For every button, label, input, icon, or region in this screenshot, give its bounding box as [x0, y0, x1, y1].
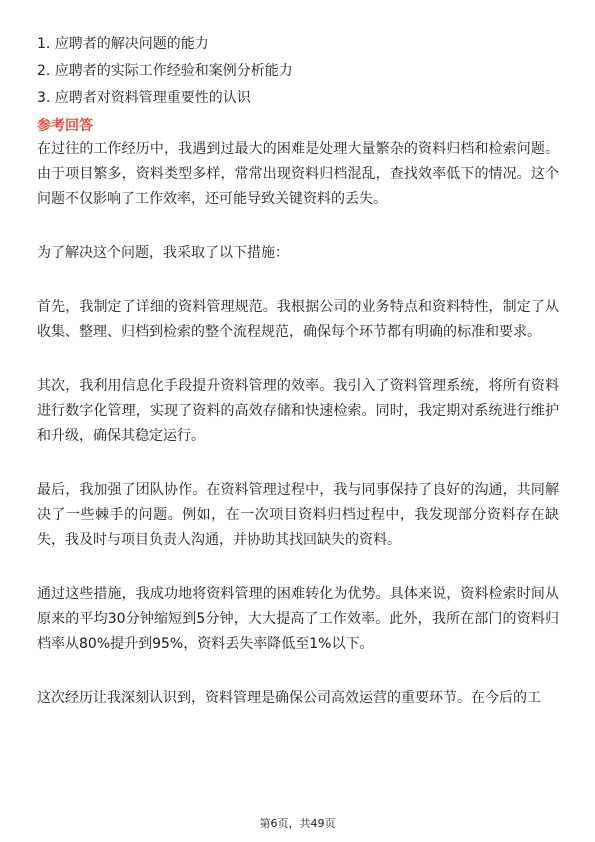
- question-item-1: 1. 应聘者的解决问题的能力: [37, 36, 209, 52]
- answer-paragraph-4: 其次，我利用信息化手段提升资料管理的效率。我引入了资料管理系统，将所有资料进行数字化管理，实现了资料的高效存储和快速检索。同时，我定期对系统进行维护和升级，确保其稳定运行。: [37, 378, 559, 444]
- answer-paragraph-6: 通过这些措施，我成功地将资料管理的困难转化为优势。具体来说，资料检索时间从原来的平均30分钟缩短到5分钟，大大提高了工作效率。此外，我所在部门的资料归档率从80%提升到95%，资料丢失率降低至1%以下。: [37, 586, 559, 652]
- page-number-footer: 第6页，共49页: [259, 817, 336, 830]
- answer-paragraph-7: 这次经历让我深刻认识到，资料管理是确保公司高效运营的重要环节。在今后的工: [37, 690, 541, 706]
- document-page: [37, 34, 559, 740]
- question-item-2: 2. 应聘者的实际工作经验和案例分析能力: [37, 63, 293, 79]
- answer-paragraph-2: 为了解决这个问题，我采取了以下措施：: [37, 245, 289, 261]
- answer-paragraph-5: 最后，我加强了团队协作。在资料管理过程中，我与同事保持了良好的沟通，共同解决了一些棘手的问题。例如，在一次项目资料归档过程中，我发现部分资料存在缺失，我及时与项目负责人沟通，并协助其找回缺失的资料。: [37, 482, 559, 548]
- answer-paragraph-3: 首先，我制定了详细的资料管理规范。我根据公司的业务特点和资料特性，制定了从收集、整理、归档到检索的整个流程规范，确保每个环节都有明确的标准和要求。: [37, 299, 559, 340]
- answer-paragraph-1: 在过往的工作经历中，我遇到过最大的困难是处理大量繁杂的资料归档和检索问题。由于项目繁多，资料类型多样，常常出现资料归档混乱，查找效率低下的情况。这个问题不仅影响了工作效率，还可能导致关键资料的丢失。: [37, 141, 559, 207]
- question-item-3: 3. 应聘者对资料管理重要性的认识: [37, 90, 251, 106]
- answer-heading: 参考回答: [37, 118, 93, 134]
